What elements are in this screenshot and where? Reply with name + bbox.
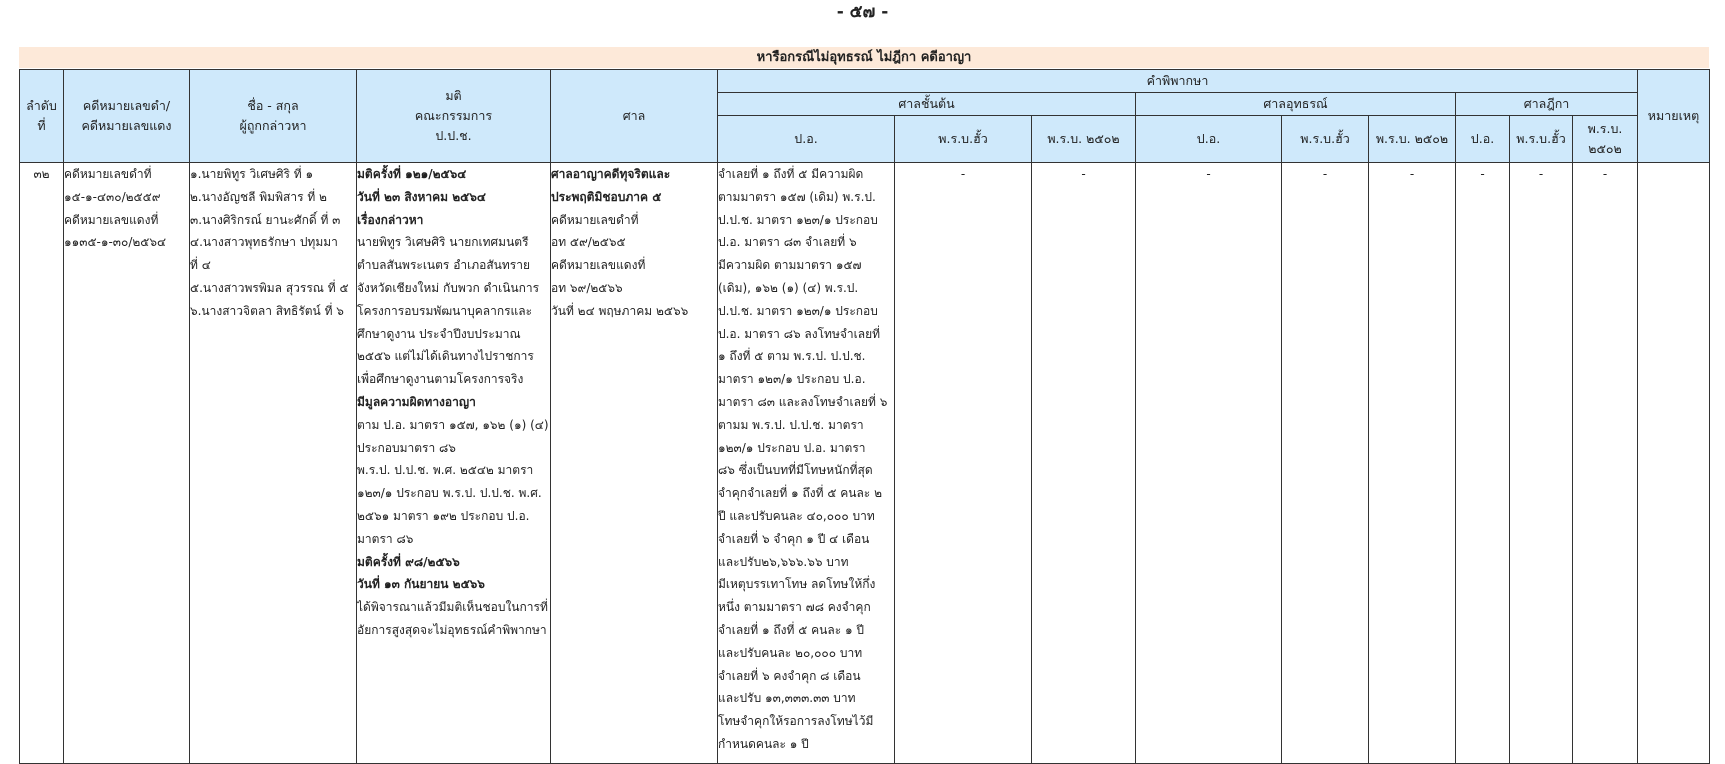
appeal-criminal-code-cell: - — [1136, 163, 1282, 764]
header-first-court: ศาลชั้นต้น — [718, 93, 1136, 116]
supreme-act-2502-cell: - — [1573, 163, 1638, 764]
first-court-old-act-cell: - — [895, 163, 1032, 764]
appeal-act-2502-cell: - — [1369, 163, 1456, 764]
header-first-old-act: พ.ร.บ.ฮั้ว — [895, 116, 1032, 163]
resolution-cell: มติครั้งที่ ๑๒๑/๒๕๖๔ วันที่ ๒๓ สิงหาคม ๒๕๖๔ เรื่องกล่าวหา นายพิทูร วิเศษศิริ นายกเทศมนตรี ตำบลสันพระเนตร อำเภอสันทราย จังหวัดเชียงใหม่ กับพวก ดำเนินการ โครงการอบรมพัฒนาบุคลากรและ ศึกษาดูงาน ประจำปีงบประมาณ ๒๕๕๖ แต่ไม่ได้เดินทางไปราชการ เพื่อศึกษาดูงานตามโครงการจริง มีมูลความผิดทางอาญา ตาม ป.อ. มาตรา ๑๕๗, ๑๖๒ (๑) (๔) ประกอบมาตรา ๘๖ พ.ร.ป. ป.ป.ช. พ.ศ. ๒๕๔๒ มาตรา ๑๒๓/๑ ประกอบ พ.ร.ป. ป.ป.ช. พ.ศ. ๒๕๖๑ มาตรา ๑๙๒ ประกอบ ป.อ. มาตรา ๘๖ มติครั้งที่ ๙๘/๒๕๖๖ วันที่ ๑๓ กันยายน ๒๕๖๖ ได้พิจารณาแล้วมีมติเห็นชอบในการที่ อัยการสูงสุดจะไม่อุทธรณ์คำพิพากษา — [357, 163, 551, 764]
remark-cell — [1638, 163, 1710, 764]
table-row — [20, 163, 1710, 764]
header-first-act-2502: พ.ร.บ. ๒๕๐๒ — [1032, 116, 1136, 163]
header-case-number: คดีหมายเลขดำ/ คดีหมายเลขแดง — [64, 70, 190, 163]
row-number: ๓๒ — [20, 163, 64, 764]
header-nacc-resolution: มติ คณะกรรมการ ป.ป.ช. — [357, 70, 551, 163]
accused-names-cell: ๑.นายพิทูร วิเศษศิริ ที่ ๑ ๒.นางอัญชลี พิมพิสาร ที่ ๒ ๓.นางศิริกรณ์ ยานะศักดิ์ ที่ ๓ ๔.นางสาวพุทธรักษา ปทุมมา ที่ ๔ ๕.นางสาวพรพิมล สุวรรณ ที่ ๕ ๖.นางสาวจิตลา สิทธิรัตน์ ที่ ๖ — [190, 163, 357, 764]
header-supreme-act-2502: พ.ร.บ. ๒๕๐๒ — [1573, 116, 1638, 163]
header-first-criminal-code: ป.อ. — [718, 116, 895, 163]
header-court: ศาล — [551, 70, 718, 163]
header-supreme-old-act: พ.ร.บ.ฮั้ว — [1510, 116, 1573, 163]
case-table — [19, 69, 1710, 764]
first-court-act-2502-cell: - — [1032, 163, 1136, 764]
header-appeal-old-act: พ.ร.บ.ฮั้ว — [1282, 116, 1369, 163]
header-remark: หมายเหตุ — [1638, 70, 1710, 163]
supreme-old-act-cell: - — [1510, 163, 1573, 764]
header-appeal-act-2502: พ.ร.บ. ๒๕๐๒ — [1369, 116, 1456, 163]
court-cell: ศาลอาญาคดีทุจริตและ ประพฤติมิชอบภาค ๕ คดีหมายเลขดำที่ อท ๕๙/๒๕๖๕ คดีหมายเลขแดงที่ อท ๖๙/๒๕๖๖ วันที่ ๒๔ พฤษภาคม ๒๕๖๖ — [551, 163, 718, 764]
supreme-criminal-code-cell: - — [1456, 163, 1510, 764]
page-number: - ๕๗ - — [836, 2, 889, 22]
header-supreme-court: ศาลฎีกา — [1456, 93, 1638, 116]
header-appeal-criminal-code: ป.อ. — [1136, 116, 1282, 163]
header-no: ลำดับ ที่ — [20, 70, 64, 163]
header-judgment: คำพิพากษา — [718, 70, 1638, 93]
header-appeal-court: ศาลอุทธรณ์ — [1136, 93, 1456, 116]
case-number-cell: คดีหมายเลขดำที่ ๑๕-๑-๔๓๐/๒๕๕๙ คดีหมายเลขแดงที่ ๑๑๓๕-๑-๓๐/๒๕๖๔ — [64, 163, 190, 764]
appeal-old-act-cell: - — [1282, 163, 1369, 764]
table-banner-title: หารือกรณีไม่อุทธรณ์ ไม่ฎีกา คดีอาญา — [19, 47, 1709, 68]
first-court-judgment-cell: จำเลยที่ ๑ ถึงที่ ๕ มีความผิด ตามมาตรา ๑๕๗ (เดิม) พ.ร.ป. ป.ป.ช. มาตรา ๑๒๓/๑ ประกอบ ป.อ. มาตรา ๘๓ จำเลยที่ ๖ มีความผิด ตามมาตรา ๑๕๗ (เดิม), ๑๖๒ (๑) (๔) พ.ร.ป. ป.ป.ช. มาตรา ๑๒๓/๑ ประกอบ ป.อ. มาตรา ๘๖ ลงโทษจำเลยที่ ๑ ถึงที่ ๕ ตาม พ.ร.ป. ป.ป.ช. มาตรา ๑๒๓/๑ ประกอบ ป.อ. มาตรา ๘๓ และลงโทษจำเลยที่ ๖ ตามม พ.ร.ป. ป.ป.ช. มาตรา ๑๒๓/๑ ประกอบ ป.อ. มาตรา ๘๖ ซึ่งเป็นบทที่มีโทษหนักที่สุด จำคุกจำเลยที่ ๑ ถึงที่ ๕ คนละ ๒ ปี และปรับคนละ ๔๐,๐๐๐ บาท จำเลยที่ ๖ จำคุก ๑ ปี ๔ เดือน และปรับ๒๖,๖๖๖.๖๖ บาท มีเหตุบรรเทาโทษ ลดโทษให้กึ่ง หนึ่ง ตามมาตรา ๗๘ คงจำคุก จำเลยที่ ๑ ถึงที่ ๕ คนละ ๑ ปี และปรับคนละ ๒๐,๐๐๐ บาท จำเลยที่ ๖ คงจำคุก ๘ เดือน และปรับ ๑๓,๓๓๓.๓๓ บาท โทษจำคุกให้รอการลงโทษไว้มี กำหนดคนละ ๑ ปี — [718, 163, 895, 764]
header-accused-name: ชื่อ - สกุล ผู้ถูกกล่าวหา — [190, 70, 357, 163]
header-supreme-criminal-code: ป.อ. — [1456, 116, 1510, 163]
